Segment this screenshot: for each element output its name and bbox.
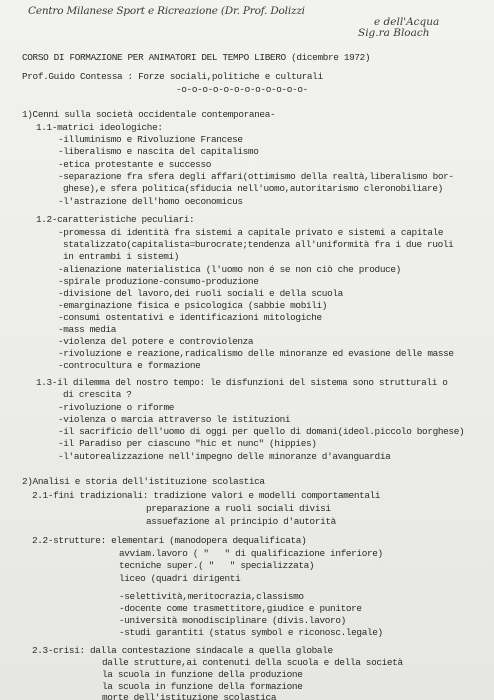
text-line: liceo (quadri dirigenti (119, 573, 241, 584)
text-line: la scuola in funzione della produzione (102, 669, 303, 680)
handwritten-line-2: e dell'Acqua (374, 16, 440, 28)
text-line: tecniche super.( " " specializzata) (119, 560, 315, 571)
subsection-heading: 1.3-il dilemma del nostro tempo: le disfunzioni del sistema sono strutturali o (36, 377, 448, 388)
text-line: -liberalismo e nascita del capitalismo (58, 146, 259, 157)
text-line: -separazione fra sfera degli affari(ottimismo della realtà,liberalismo bor- (58, 171, 454, 182)
course-title: CORSO DI FORMAZIONE PER ANIMATORI DEL TEMPO LIBERO (dicembre 1972) (22, 52, 371, 63)
text-line: -il sacrificio dell'uomo di oggi per quello di domani(ideol.piccolo borghese) (58, 426, 465, 437)
text-line: -consumi ostentativi e identificazioni mitologiche (58, 312, 322, 323)
text-line: -controcultura e formazione (58, 360, 201, 371)
text-line: ghese),e sfera politica(sfiducia nell'uomo,autoritarismo cleronobiliare) (63, 183, 443, 194)
text-line: -studi garantiti (status symbol e riconosc.legale) (119, 627, 383, 638)
handwritten-line-3: Sig.ra Bloach (358, 27, 430, 39)
text-line: -rivoluzione e reazione,radicalismo delle minoranze ed evasione delle masse (58, 348, 454, 359)
text-line: -il Paradiso per ciascuno "hic et nunc" (hippies) (58, 438, 317, 449)
text-line: dalle strutture,ai contenuti della scuola e della società (102, 657, 403, 668)
text-line: preparazione a ruoli sociali divisi (146, 503, 331, 514)
text-line: -l'autorealizzazione nell'impegno delle minoranze d'avanguardia (58, 451, 391, 462)
text-line: -violenza del potere e controviolenza (58, 336, 254, 347)
section-heading: 1)Cenni sulla società occidentale contemporanea- (22, 109, 276, 120)
text-line: -l'astrazione dell'homo oeconomicus (58, 196, 243, 207)
text-line: avviam.lavoro ( " " di qualificazione inferiore) (119, 548, 383, 559)
text-line: -divisione del lavoro,dei ruoli sociali e della scuola (58, 288, 343, 299)
text-line: assuefazione al principio d'autorità (146, 516, 336, 527)
subsection-heading: 1.2-caratteristiche peculiari: (36, 214, 195, 225)
subsection-heading: 1.1-matrici ideologiche: (36, 122, 163, 133)
section-heading: 2)Analisi e storia dell'istituzione scolastica (22, 476, 265, 487)
text-line: -mass media (58, 324, 117, 335)
text-line: -alienazione materialistica (l'uomo non é se non ciò che produce) (58, 264, 401, 275)
text-line: -rivoluzione o riforme (58, 402, 175, 413)
separator: -o-o-o-o-o-o-o-o-o-o-o-o- (176, 84, 308, 95)
text-line: -emarginazione fisica e psicologica (sabbie mobili) (58, 300, 328, 311)
subsection-heading: 2.3-crisi: dalla contestazione sindacale a quella globale (32, 645, 333, 656)
subsection-heading: 2.2-strutture: elementari (manodopera dequalificata) (32, 535, 307, 546)
text-line: -selettività,meritocrazia,classismo (119, 591, 304, 602)
text-line: di crescita ? (63, 389, 132, 400)
teacher-line: Prof.Guido Contessa : Forze sociali,politiche e culturali (22, 71, 323, 82)
text-line: -promessa di identità fra sistemi a capitale privato e sistemi a capitale (58, 227, 444, 238)
text-line: in entrambi i sistemi) (63, 251, 180, 262)
text-line: morte dell'istituzione scolastica (102, 692, 277, 700)
text-line: -spirale produzione-consumo-produzione (58, 276, 259, 287)
text-line: -università monodisciplinare (divis.lavoro) (119, 615, 346, 626)
subsection-heading: 2.1-fini tradizionali: tradizione valori e modelli comportamentali (32, 490, 381, 501)
text-line: la scuola in funzione della formazione (102, 681, 303, 692)
handwritten-line-1: Centro Milanese Sport e Ricreazione (Dr. Prof. Dolizzi (28, 5, 305, 17)
text-line: -docente come trasmettitore,giudice e punitore (119, 603, 362, 614)
text-line: statalizzato(capitalista=burocrate;tendenza all'uniformità fra i due ruoli (63, 239, 454, 250)
text-line: -etica protestante e successo (58, 159, 212, 170)
text-line: -violenza o marcia attraverso le istituzioni (58, 414, 291, 425)
text-line: -illuminismo e Rivoluzione Francese (58, 134, 243, 145)
